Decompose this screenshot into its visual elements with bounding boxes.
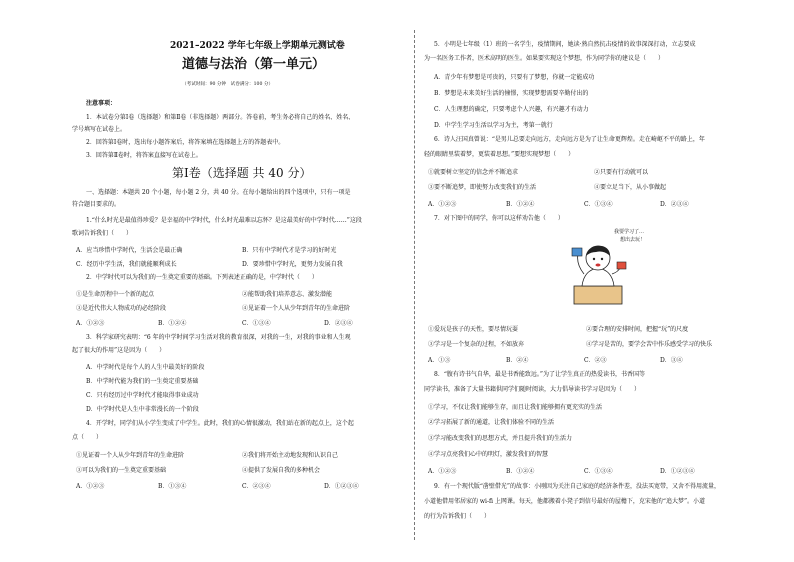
answer-choice[interactable]: A．①②③ [428,201,457,208]
question-1-cont: 歌词告诉我们（ ） [72,230,133,237]
option[interactable]: B．中学时代能为我们的一生奠定重要基础 [86,378,199,385]
option[interactable]: B．只有中学时代才是学习的好时光 [242,247,337,254]
question-4-cont: 点（ ） [72,434,103,441]
option[interactable]: ③要不断追梦，即使努力改变我们的生活 [428,184,537,191]
cartoon-caption: 想出去玩！ [620,237,646,243]
answer-choice[interactable]: B．①②④ [506,468,535,475]
option[interactable]: ④学习是苦的，要学会苦中作乐感受学习的快乐 [586,341,713,348]
option[interactable]: D．要珍惜中学时光，更努力发展自我 [242,261,343,268]
option[interactable]: ①是生命历程中一个新的起点 [76,291,155,298]
answer-choice[interactable]: B．①②④ [158,320,187,327]
option[interactable]: ④学习点亮我们心中的明灯，激发我们的智慧 [428,451,549,458]
option[interactable]: ③是近代伟大人物成功的必经阶段 [76,305,167,312]
option[interactable]: C．只有经历过中学时代才能取得事业成功 [86,392,199,399]
question-7: 7．对下图中的同学，你可以这样劝告他（ ） [434,215,564,222]
question-5: 5．小明是七年级（1）班的一名学生，疫情期间，她读·熟自然抗击疫情的故事深深打动，立志要成 [434,41,696,48]
answer-choice[interactable]: C．②③ [584,357,607,364]
section-title: 第Ⅰ卷（选择题 共 40 分） [172,166,312,180]
option[interactable]: ②我们将开始主动地发现和认识自己 [242,452,339,459]
option[interactable]: ①学习，不仅让我们能够生存，而且让我们能够拥有更充实的生活 [428,404,603,411]
question-3: 3．科学家研究表明：“6 年的中学时间学习生活对我的教育很深，对我的一生，对我的事业和人生观 [86,334,351,341]
answer-choice[interactable]: C．①③④ [242,320,271,327]
question-3-cont: 起了很大的作用”这是因为（ ） [72,347,166,354]
cartoon-caption: 我要学习了… [614,229,645,235]
answer-choice[interactable]: A．①③ [428,357,451,364]
option[interactable]: ④见证着一个人从少年到青年的生命进阶 [242,305,351,312]
question-6: 6．诗人汪国真曾说：“是男儿总要走向远方，走向远方是为了让生命更辉煌。走在崎岖不平的路上，年 [434,136,705,143]
answer-choice[interactable]: C．①③④ [584,201,613,208]
exam-meta: （考试时间：90 分钟 试卷满分：100 分） [182,82,274,87]
question-9-cont: 小道他借用邻居家的 wi-fi 上网课。每天，他都搬着小凳子到信号最好的屋檐下，克宋他的“追大梦”。小道 [424,498,706,505]
option[interactable]: A．中学时代是每个人的人生中最美好的阶段 [86,364,205,371]
option[interactable]: B．梦想是未来美好生活的憧憬，实现梦想需要辛勤付出的 [434,90,589,97]
answer-choice[interactable]: A．①②③ [76,483,105,490]
subject-title: 道德与法治（第一单元） [182,57,326,72]
answer-choice[interactable]: B．②④ [506,357,529,364]
option[interactable]: ④要立足当下，从小事做起 [594,184,667,191]
option[interactable]: ②学习拓展了新的通道，让我们体验不同的生活 [428,419,555,426]
answer-choice[interactable]: D．①②③④ [660,468,695,475]
answer-choice[interactable]: C．①③④ [584,468,613,475]
section-intro: 符合题目要求的。 [72,201,121,208]
question-6-cont: 轻的眼睛里装着梦，更装着思想。”要想实现梦想（ ） [424,151,575,158]
answer-choice[interactable]: D．①②③④ [324,483,359,490]
answer-choice[interactable]: C．②③④ [242,483,271,490]
note-line: 2．回答第Ⅰ卷时，选出每小题答案后，将答案填在选择题上方的答题表中。 [86,139,285,146]
option[interactable]: C．经历中学生活，我们就能顺利成长 [76,261,177,268]
option[interactable]: ③学习能改变我们的思想方式，并且提升我们的生活力 [428,435,573,442]
option[interactable]: D．中学生学习生活以学习为主，考第一就行 [434,122,553,129]
question-9: 9．有一个现代版“凿壁借光”的故事：小刚因为关注自己家庭的经济条件差，没法买宽带，又舍不得用流量， [434,483,720,490]
answer-choice[interactable]: A．①②③ [428,468,457,475]
option[interactable]: ②只要有行动就可以 [594,169,649,176]
option[interactable]: ①见证着一个人从少年到青年的生命进阶 [76,452,185,459]
answer-choice[interactable]: B．①②④ [506,201,535,208]
option[interactable]: ②要合理的安排时间，把握“玩”的尺度 [586,326,689,333]
question-4: 4．开学时，同学们从小学生变成了中学生。此时，我们的心情很激动，我们站在新的起点上，这个起 [86,420,354,427]
answer-choice[interactable]: D．②③④ [324,320,353,327]
note-line: 3．回答第Ⅱ卷时，将答案直接写在试卷上。 [86,152,202,159]
option[interactable]: D．中学时代是人生中非常漫长的一个阶段 [86,406,199,413]
column-divider [414,30,416,540]
option[interactable]: ②能帮助我们培养意志、激发潜能 [242,291,333,298]
note-line: 学号填写在试卷上。 [72,126,127,133]
question-8-cont: 同学读书，准备了大量书籍供同学们随时阅读，大力倡导读书学习是因为（ ） [424,386,641,393]
option[interactable]: C．人生理想的确定，只要考虑个人兴趣，有兴趣才有动力 [434,106,589,113]
option[interactable]: ①就要树立坚定的信念并不断追求 [428,169,519,176]
question-5-cont: 为一名医务工作者，医术高明的医生。如果要实现这个梦想，作为同学你的建议是（ ） [424,55,665,62]
question-1: 1.“什么时光是最值得珍爱？是幸福的中学时代，什么时光最难以忘怀？是这最美好的中学时代……”这段 [86,217,362,224]
question-2: 2．中学时代可以为我们的一生奠定重要的基础。下列表述正确的是，中学时代（ ） [86,274,318,281]
option[interactable]: ③学习是一个复杂的过程，不如放弃 [428,341,525,348]
question-9-cont: 的行为告诉我们（ ） [424,513,491,520]
question-8: 8．“腹有诗书气自华，最是书香能致远。”为了让学生真正的热爱读书，书香国等 [434,371,645,378]
answer-choice[interactable]: A．①②③ [76,320,105,327]
note-line: 1．本试卷分第Ⅰ卷（选择题）和第Ⅱ卷（非选择题）两部分。答卷前，考生务必将自己的姓名、姓名、 [86,114,355,121]
answer-choice[interactable]: D．②③④ [660,201,689,208]
option[interactable]: ④提供了发展自我的多种机会 [242,467,321,474]
exam-title: 2021–2022 学年七年级上学期单元测试卷 [170,41,345,51]
section-intro: 一、选择题：本题共 20 个小题，每小题 2 分，共 40 分。在每小题给出的四个选项中，只有一项是 [86,189,351,196]
option[interactable]: ①爱玩是孩子的天性，要尽情玩耍 [428,326,519,333]
answer-choice[interactable]: D．③④ [660,357,683,364]
notes-heading: 注意事项： [86,100,117,107]
option[interactable]: A．应当珍惜中学时代，生活会是最正确 [76,247,183,254]
answer-choice[interactable]: B．①③④ [158,483,187,490]
option[interactable]: ③可以为我们的一生奠定重要基础 [76,467,167,474]
option[interactable]: A．青少年有梦想是可贵的，只要有了梦想，你就一定能成功 [434,74,595,81]
